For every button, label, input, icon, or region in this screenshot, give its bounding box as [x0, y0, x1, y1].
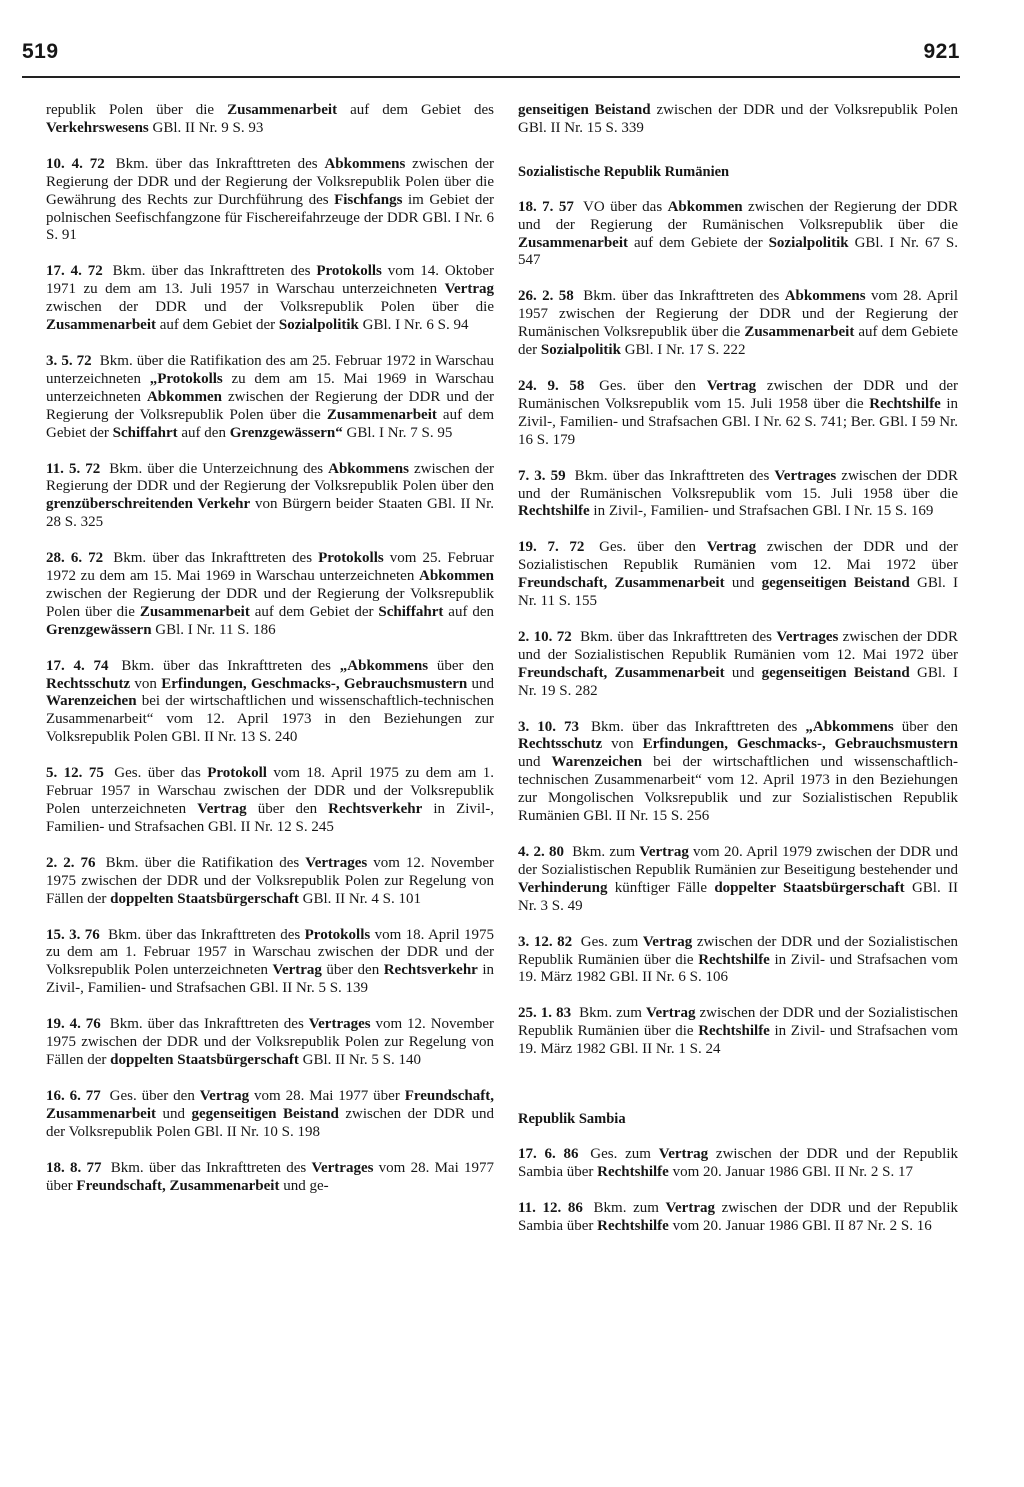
- text-run: Bkm. über das Inkrafttreten des: [109, 1016, 309, 1033]
- text-run: über den: [893, 718, 959, 735]
- law-entry: [518, 1005, 958, 1059]
- law-entry: [46, 156, 494, 246]
- law-entry: [518, 539, 958, 611]
- text-run: in Zivil- und Strafsachen vom 19. März 1982 GBl. II Nr. 1 S. 24: [518, 1023, 958, 1058]
- entry-date: 17. 6. 86: [518, 1145, 579, 1162]
- law-entry: [46, 765, 494, 837]
- bold-term: Schiffahrt: [112, 424, 178, 441]
- bold-term: Sozialpolitik: [278, 317, 359, 334]
- text-run: vom 20. Januar 1986 GBl. II Nr. 2 S. 17: [668, 1163, 913, 1180]
- text-run: auf dem Gebiet der: [249, 603, 379, 620]
- text-run: zwischen der DDR und der Sozialistischen Republik Rumänien vom 12. Mai 1972 über: [518, 628, 959, 663]
- bold-term: Vertrag: [444, 281, 494, 298]
- entry-date: 11. 5. 72: [46, 460, 101, 477]
- bold-term: Sozialpolitik: [540, 342, 621, 359]
- bold-term: Warenzeichen: [46, 693, 137, 710]
- bold-term: Grenzgewässern: [46, 621, 152, 638]
- bold-term: Fischfangs: [334, 191, 403, 208]
- bold-term: Abkommens: [784, 288, 866, 305]
- bold-term: gegenseitigen Beistand: [761, 575, 910, 592]
- zambia-entry-list: [518, 1146, 958, 1236]
- text-run: und: [156, 1105, 192, 1122]
- text-run: Ges. zum: [580, 933, 643, 950]
- entry-date: 3. 12. 82: [518, 933, 573, 950]
- bold-term: Vertrages: [776, 628, 839, 645]
- law-entry: [518, 199, 958, 271]
- text-run: vom 28. April 1957 zwischen der Regierung der DDR und der Regierung der Rumänischen Volksrepublik über die: [518, 288, 958, 341]
- law-entry: [518, 378, 958, 450]
- law-entry: [518, 844, 958, 916]
- bold-term: Rechtshilfe: [869, 395, 941, 412]
- text-run: auf den: [443, 603, 494, 620]
- text-run: vom 28. Mai 1977 über: [46, 1159, 495, 1194]
- text-run: auf dem Gebiet der: [46, 406, 494, 441]
- bold-term: Rechtsverkehr: [383, 962, 478, 979]
- page-number-right: 921: [923, 40, 960, 63]
- bold-term: Abkommen: [667, 198, 743, 215]
- entry-date: 19. 4. 76: [46, 1016, 101, 1033]
- law-entry: [518, 629, 958, 701]
- law-entry: [46, 1016, 494, 1070]
- text-run: vom 28. Mai 1977 über: [249, 1087, 405, 1104]
- bold-term: Rechtsverkehr: [328, 801, 423, 817]
- text-run: GBl. I Nr. 19 S. 282: [518, 664, 958, 699]
- bold-term: Grenzgewässern“: [229, 424, 343, 441]
- law-entry: [46, 353, 494, 443]
- section-heading-zambia: Republik Sambia: [518, 1111, 626, 1128]
- text-run: von: [602, 736, 643, 753]
- bold-term: Vertrages: [774, 467, 837, 484]
- bold-term: Schiffahrt: [378, 603, 444, 620]
- bold-term: Rechtshilfe: [698, 951, 770, 968]
- text-run: Bkm. über die Ratifikation des am 25. Februar 1972 in Warschau unterzeichneten: [46, 352, 495, 387]
- bold-term: Abkommen: [146, 388, 222, 405]
- text-run: im Gebiet der polnischen Seefischfangzone für Fischereifahrzeuge der DDR GBl. I Nr. 6 S. 91: [46, 191, 494, 244]
- bold-term: Vertrages: [305, 854, 368, 871]
- text-run: Ges. zum: [590, 1145, 659, 1162]
- text-run: in Zivil-, Familien- und Strafsachen GBl. I Nr. 62 S. 741; Ber. GBl. I 59 Nr. 16 S. 179: [518, 395, 958, 448]
- text-run: vom 12. November 1975 zwischen der DDR und der Volksrepublik Polen zur Regelung von Fällen der: [46, 1016, 495, 1068]
- law-entry: [518, 1200, 958, 1236]
- text-run: Bkm. über die Unterzeichnung des: [109, 460, 329, 477]
- text-run: in Zivil-, Familien- und Strafsachen GBl. II Nr. 5 S. 139: [46, 962, 495, 997]
- bold-term: Zusammenarbeit: [46, 317, 156, 334]
- entry-date: 3. 10. 73: [518, 718, 579, 735]
- text-run: Bkm. über das Inkrafttreten des: [108, 926, 305, 943]
- bold-term: Vertrag: [706, 377, 757, 394]
- bold-term: Vertrag: [658, 1145, 709, 1162]
- text-run: zwischen der DDR und der Volksrepublik Polen über die: [46, 299, 494, 316]
- text-run: Bkm. über das Inkrafttreten des: [590, 718, 806, 735]
- text-run: Bkm. über das Inkrafttreten des: [110, 1159, 312, 1176]
- entry-date: 15. 3. 76: [46, 926, 100, 943]
- text-run: vom 12. November 1975 zwischen der DDR und der Volksrepublik Polen zur Regelung von Fällen der: [46, 854, 495, 907]
- bold-term: Freundschaft, Zusammenarbeit: [46, 1087, 495, 1122]
- bold-term: Rechtsschutz: [518, 736, 603, 753]
- bold-term: Warenzeichen: [551, 754, 643, 771]
- bold-term: doppelten Staatsbürgerschaft: [110, 1051, 299, 1068]
- bold-term: Zusammenarbeit: [227, 102, 338, 118]
- law-entry: [46, 263, 494, 335]
- bold-term: Erfindungen, Geschmacks-, Gebrauchsmustern: [161, 675, 468, 692]
- entry-date: 25. 1. 83: [518, 1005, 572, 1022]
- text-run: Ges. über den: [599, 377, 707, 394]
- text-run: auf dem Gebiete der: [518, 324, 959, 359]
- left-column: [46, 102, 494, 1213]
- bold-term: „Abkommens: [805, 718, 894, 735]
- section-heading-romania: Sozialistische Republik Rumänien: [518, 163, 730, 180]
- text-run: zwischen der DDR und der Republik Sambia über: [518, 1145, 959, 1180]
- text-run: zwischen der DDR und der Sozialistischen Republik Rumänien über die: [518, 933, 959, 968]
- entry-date: 7. 3. 59: [518, 467, 566, 484]
- text-run: Bkm. über das Inkrafttreten des: [580, 628, 777, 645]
- left-entry-list: [46, 156, 494, 1196]
- bold-term: Zusammenarbeit: [139, 603, 250, 620]
- entry-date: 18. 7. 57: [518, 198, 574, 215]
- text-run: GBl. I Nr. 11 S. 186: [151, 621, 276, 638]
- text-run: zwischen der Regierung der DDR und der Regierung der Volksrepublik Polen über die: [46, 585, 494, 620]
- bold-term: Freundschaft, Zusammenarbeit: [76, 1177, 280, 1194]
- text-run: Ges. über den: [109, 1087, 200, 1104]
- bold-term: Verhinderung: [518, 879, 608, 896]
- text-run: Bkm. über das Inkrafttreten des: [574, 467, 775, 484]
- text-run: zwischen der DDR und der Sozialistischen Republik Rumänien über die: [518, 1005, 959, 1040]
- bold-term: Protokolls: [318, 550, 384, 567]
- bold-term: Vertrages: [308, 1016, 371, 1033]
- bold-term: Protokolls: [304, 926, 371, 943]
- text-run: von Bürgern beider Staaten GBl. II Nr. 28 S. 325: [46, 496, 494, 531]
- text-run: VO über das: [583, 198, 668, 215]
- bold-term: Zusammenarbeit: [326, 406, 437, 423]
- text-run: Bkm. über die Ratifikation des: [105, 854, 306, 871]
- law-entry: [46, 658, 494, 748]
- bold-term: Abkommens: [328, 460, 409, 477]
- text-run: zwischen der DDR und der Republik Sambia über: [518, 1199, 958, 1234]
- entry-date: 3. 5. 72: [46, 352, 92, 369]
- text-run: in Zivil-, Familien- und Strafsachen GBl. I Nr. 15 S. 169: [589, 503, 934, 520]
- text-run: zwischen der Regierung der DDR und der Regierung der Volksrepublik Polen über die Gewährung des Rechts zur Durchführung des: [46, 155, 495, 208]
- text-run: zwischen der DDR und der Rumänischen Volksrepublik vom 15. Juli 1958 über die: [518, 467, 959, 502]
- text-run: auf dem Gebiet des: [337, 102, 494, 118]
- text-run: zwischen der DDR und der Volksrepublik Polen GBl. II Nr. 15 S. 339: [518, 102, 958, 136]
- text-run: in Zivil-, Familien- und Strafsachen GBl. II Nr. 12 S. 245: [46, 801, 495, 835]
- right-column: [518, 102, 958, 1254]
- bold-term: Abkommens: [324, 155, 406, 172]
- entry-date: 26. 2. 58: [518, 288, 574, 305]
- bold-term: gegenseitigen Beistand: [761, 664, 910, 681]
- text-run: zwischen der Regierung der DDR und der Regierung der Volksrepublik Polen über den: [46, 460, 494, 495]
- bold-term: gegenseitigen Beistand: [191, 1105, 339, 1122]
- text-run: über den: [321, 962, 384, 979]
- law-entry: [518, 1146, 958, 1182]
- law-entry: [518, 719, 958, 826]
- text-run: und: [724, 664, 762, 681]
- law-entry: [46, 550, 494, 640]
- bold-term: Rechtshilfe: [698, 1023, 770, 1040]
- text-run: und: [467, 675, 494, 692]
- text-run: GBl. I Nr. 6 S. 94: [358, 317, 469, 334]
- text-run: GBl. II Nr. 5 S. 140: [298, 1051, 422, 1068]
- text-run: zu dem am 15. Mai 1969 in Warschau unterzeichneten: [46, 370, 494, 405]
- bold-term: Verkehrswesens: [46, 119, 149, 136]
- law-entry: [518, 934, 958, 988]
- bold-term: doppelten Staatsbürgerschaft: [110, 890, 299, 907]
- entry-date: 2. 10. 72: [518, 628, 572, 645]
- bold-term: grenzüberschreitenden Verkehr: [46, 496, 251, 513]
- bold-term: Vertrag: [639, 844, 689, 860]
- text-run: zwischen der Regierung der DDR und der Regierung der Volksrepublik Polen über die: [46, 388, 495, 423]
- entry-date: 4. 2. 80: [518, 844, 564, 860]
- text-run: vom 14. Oktober 1971 zu dem am 13. Juli 1957 in Warschau unterzeichneten: [46, 263, 495, 298]
- text-run: Bkm. über das Inkrafttreten des: [113, 550, 319, 567]
- bold-term: Vertrag: [642, 933, 693, 950]
- text-run: zwischen der Regierung der DDR und der Regierung der Rumänischen Volksrepublik über die: [518, 198, 958, 233]
- text-run: vom 18. April 1975 zu dem am 1. Februar 1957 in Warschau zwischen der DDR und der Volksrepublik Polen unterzeichneten: [46, 926, 495, 979]
- text-run: in Zivil- und Strafsachen vom 19. März 1982 GBl. II Nr. 6 S. 106: [518, 951, 958, 986]
- text-run: Bkm. über das Inkrafttreten des: [115, 155, 325, 172]
- entry-date: 17. 4. 72: [46, 263, 103, 280]
- bold-term: Freundschaft, Zusammenarbeit: [518, 575, 725, 592]
- text-run: vom 25. Februar 1972 zu dem am 15. Mai 1969 in Warschau unterzeichneten: [46, 550, 494, 585]
- bold-term: genseitigen Beistand: [518, 102, 651, 118]
- text-run: GBl. I Nr. 11 S. 155: [518, 575, 958, 610]
- law-entry: [46, 855, 494, 909]
- text-run: Bkm. über das Inkrafttreten des: [121, 657, 340, 674]
- text-run: und: [518, 754, 552, 771]
- text-run: Bkm. über das Inkrafttreten des: [112, 263, 317, 280]
- romania-entry-list: [518, 199, 958, 1059]
- bold-term: Rechtshilfe: [597, 1163, 669, 1180]
- text-run: GBl. I Nr. 67 S. 547: [518, 234, 958, 269]
- text-run: Bkm. zum: [593, 1199, 666, 1216]
- bold-term: „Protokolls: [149, 370, 223, 387]
- bold-term: Vertrag: [272, 962, 322, 979]
- text-run: zwischen der DDR und der Volksrepublik Polen GBl. II Nr. 10 S. 198: [46, 1105, 495, 1140]
- text-run: Ges. über den: [599, 539, 707, 556]
- bold-term: Freundschaft, Zusammenarbeit: [518, 664, 725, 681]
- text-run: GBl. II Nr. 4 S. 101: [298, 890, 422, 907]
- law-entry: [518, 468, 958, 522]
- law-entry: [518, 288, 958, 360]
- bold-term: Vertrag: [197, 801, 247, 817]
- text-run: über den: [246, 801, 329, 817]
- page-number-left: 519: [22, 40, 59, 63]
- text-run: bei der wirtschaftlichen und wissenschaftlich-technischen Zusammenarbeit“ vom 12. April 1973 in den Beziehungen zur Mongolischen Volksrepublik und zur Sozialistischen Republik Rumänien GBl. II Nr. 15 S. 256: [518, 754, 959, 825]
- entry-date: 28. 6. 72: [46, 550, 104, 567]
- text-run: Bkm. zum: [579, 1005, 647, 1022]
- text-run: und ge-: [279, 1177, 329, 1194]
- law-entry: [46, 1088, 494, 1142]
- text-run: auf dem Gebiet der: [156, 317, 279, 334]
- bold-term: Abkommen: [418, 568, 494, 585]
- law-entry: [46, 461, 494, 533]
- continuation-paragraph: [518, 102, 958, 138]
- bold-term: Zusammenarbeit: [744, 324, 855, 341]
- text-run: und: [724, 575, 762, 592]
- bold-term: Rechtshilfe: [518, 503, 590, 520]
- entry-date: 10. 4. 72: [46, 155, 105, 172]
- bold-term: Vertrag: [665, 1199, 715, 1216]
- text-run: künftiger Fälle: [607, 879, 715, 896]
- text-run: von: [130, 675, 162, 692]
- bold-term: Rechtshilfe: [597, 1217, 669, 1234]
- header-rule: [22, 76, 960, 78]
- text-run: vom 20. Januar 1986 GBl. II 87 Nr. 2 S. 16: [668, 1217, 932, 1234]
- text-run: vom 20. April 1979 zwischen der DDR und der Sozialistischen Republik Rumänien zur Beseitigung bestehender und: [518, 844, 959, 878]
- continuation-paragraph: [46, 102, 494, 138]
- bold-term: „Abkommens: [339, 657, 429, 674]
- text-run: Bkm. zum: [572, 844, 640, 860]
- entry-date: 2. 2. 76: [46, 854, 96, 871]
- entry-date: 5. 12. 75: [46, 765, 104, 782]
- entry-date: 18. 8. 77: [46, 1159, 102, 1176]
- bold-term: Zusammenarbeit: [518, 234, 628, 251]
- text-run: über den: [428, 657, 494, 674]
- text-run: auf den: [177, 424, 230, 441]
- bold-term: doppelter Staatsbürgerschaft: [714, 879, 905, 896]
- bold-term: Erfindungen, Geschmacks-, Gebrauchsmustern: [642, 736, 958, 753]
- text-run: Ges. über das: [114, 765, 208, 782]
- text-run: GBl. II Nr. 9 S. 93: [148, 119, 264, 136]
- entry-date: 16. 6. 77: [46, 1087, 101, 1104]
- entry-date: 24. 9. 58: [518, 377, 585, 394]
- bold-term: Vertrag: [706, 539, 757, 556]
- bold-term: Rechtsschutz: [46, 675, 131, 692]
- text-run: vom 18. April 1975 zu dem am 1. Februar 1957 in Warschau zwischen der DDR und der Volksrepublik Polen unterzeichneten: [46, 765, 495, 817]
- entry-date: 19. 7. 72: [518, 539, 585, 556]
- text-run: GBl. II Nr. 3 S. 49: [518, 879, 959, 914]
- text-run: zwischen der DDR und der Rumänischen Volksrepublik vom 15. Juli 1958 über die: [518, 377, 959, 412]
- entry-date: 11. 12. 86: [518, 1199, 583, 1216]
- text-run: bei der wirtschaftlichen und wissenschaftlich-technischen Zusammenarbeit“ vom 12. April 1973 in den Beziehungen zur Volksrepublik Polen GBl. II Nr. 13 S. 240: [46, 693, 494, 746]
- law-entry: [46, 1160, 494, 1196]
- law-entry: [46, 927, 494, 999]
- text-run: zwischen der DDR und der Sozialistischen Republik Rumänien vom 12. Mai 1972 über: [518, 539, 959, 574]
- entry-date: 17. 4. 74: [46, 657, 109, 674]
- text-run: GBl. I Nr. 7 S. 95: [342, 424, 453, 441]
- bold-term: Vertrages: [311, 1159, 374, 1176]
- bold-term: Sozialpolitik: [768, 234, 849, 251]
- bold-term: Vertrag: [646, 1005, 696, 1022]
- text-run: Bkm. über das Inkrafttreten des: [583, 288, 785, 305]
- text-run: GBl. I Nr. 17 S. 222: [620, 342, 746, 359]
- bold-term: Vertrag: [199, 1087, 250, 1104]
- text-run: republik Polen über die: [46, 102, 228, 118]
- bold-term: Protokolls: [316, 263, 382, 280]
- text-run: auf dem Gebiete der: [628, 234, 769, 251]
- bold-term: Protokoll: [207, 765, 267, 782]
